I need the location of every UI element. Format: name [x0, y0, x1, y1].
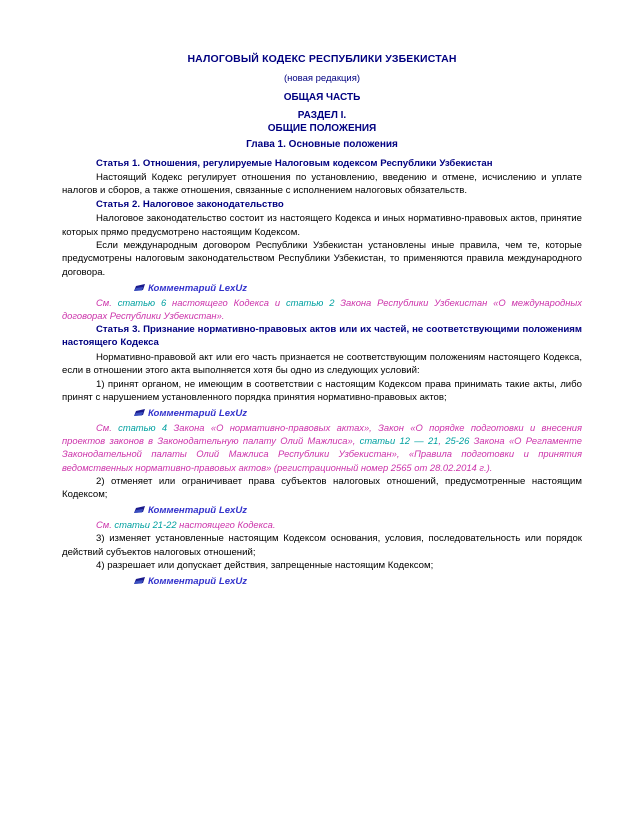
article-3-item-3: 3) изменяет установленные настоящим Кодексом основания, условия, последовательность или порядок действий субъектов налоговых отношений;	[62, 533, 582, 558]
reference-text: См.	[96, 421, 119, 433]
reference-link[interactable]: статью 2	[285, 296, 335, 308]
article-3-heading: Статья 3. Признание нормативно-правовых актов или их частей, не соответствующими положениям настоящего Кодекса	[62, 324, 582, 349]
lexuz-flag-icon	[134, 506, 145, 514]
lexuz-comment-marker[interactable]	[62, 573, 582, 588]
article-2-heading: Статья 2. Налоговое законодательство	[96, 199, 284, 211]
part-title: ОБЩАЯ ЧАСТЬ	[283, 92, 361, 103]
article-1-heading: Статья 1. Отношения, регулируемые Налоговым кодексом Республики Узбекистан	[96, 158, 493, 169]
reference-text: ,	[438, 435, 446, 447]
lexuz-comment-label: Комментарий LexUz	[148, 576, 248, 588]
reference-link[interactable]: статьи 12 — 21	[359, 435, 439, 447]
article-3-item-2: 2) отменяет или ограничивает права субъектов налоговых отношений, предусмотренные настоящим Кодексом;	[62, 475, 582, 500]
chapter-title: Глава 1. Основные положения	[246, 139, 398, 150]
reference-text: Закона Республики Узбекистан «О международных договорах Республики Узбекистан».	[62, 296, 582, 322]
article-2-paragraph-2: Если международным договором Республики Узбекистан установлены иные правила, чем те, которые предусмотрены налоговым законодательством Республики Узбекистан, то применяются правила международного договора.	[62, 240, 582, 278]
lexuz-comment-marker[interactable]	[62, 405, 582, 420]
reference-text: настоящего Кодекса и	[166, 296, 286, 308]
article-2-reference[interactable]	[62, 296, 582, 322]
article-3-item-1: 1) принят органом, не имеющим в соответствии с настоящим Кодексом права принимать такие акты, либо принят с нарушением установленного порядка принятия нормативно-правовых актов;	[62, 378, 582, 403]
lexuz-flag-icon	[134, 577, 145, 585]
reference-text: Закона «О Регламенте Законодательной палаты Олий Мажлиса Республики Узбекистан», «Правила подготовки и принятия ведомственных нормативно-правовых актов» (регистрационный номер 2565 от 28.02.2014 г.).	[62, 435, 582, 473]
reference-link[interactable]: статью 4	[118, 421, 168, 433]
document-title: НАЛОГОВЫЙ КОДЕКС РЕСПУБЛИКИ УЗБЕКИСТАН	[187, 53, 457, 65]
reference-text: настоящего Кодекса.	[176, 519, 276, 531]
reference-link[interactable]: статьи 21-22	[114, 519, 177, 531]
lexuz-comment-label: Комментарий LexUz	[148, 407, 248, 419]
article-3-reference-2[interactable]	[62, 518, 582, 531]
reference-text: См.	[96, 519, 115, 531]
lexuz-comment-label: Комментарий LexUz	[148, 505, 248, 517]
reference-link[interactable]: 25-26	[445, 435, 470, 447]
reference-text: См.	[96, 296, 118, 308]
lexuz-comment-label: Комментарий LexUz	[148, 282, 248, 294]
lexuz-comment-marker[interactable]	[62, 280, 582, 295]
article-3-paragraph-1: Нормативно-правовой акт или его часть признается не соответствующим положениям настоящего Кодекса, если в отношении этого акта выполняется хотя бы одно из следующих условий:	[62, 351, 582, 376]
lexuz-comment-marker[interactable]	[62, 502, 582, 517]
article-2-paragraph-1: Налоговое законодательство состоит из настоящего Кодекса и иных нормативно-правовых актов, принятие которых прямо предусмотрено настоящим Кодексом.	[62, 213, 582, 238]
section-number: РАЗДЕЛ I.	[297, 110, 347, 121]
article-3-item-4: 4) разрешает или допускает действия, запрещенные настоящим Кодексом;	[96, 560, 434, 572]
reference-text: Закона «О нормативно-правовых актах», Закон «О порядке подготовки и внесения проектов законов в Законодательную палату Олий Мажлиса»,	[62, 421, 582, 447]
lexuz-flag-icon	[134, 284, 145, 292]
article-3-reference-1[interactable]	[62, 421, 582, 474]
lexuz-flag-icon	[134, 409, 145, 417]
section-name: ОБЩИЕ ПОЛОЖЕНИЯ	[267, 123, 377, 134]
document-subtitle: (новая редакция)	[283, 73, 361, 84]
reference-link[interactable]: статью 6	[117, 296, 167, 308]
article-1-paragraph-1: Настоящий Кодекс регулирует отношения по установлению, введению и отмене, исчислению и уплате налогов и сборов, а также отношения, связанные с исполнением налоговых обязательств.	[62, 172, 582, 197]
